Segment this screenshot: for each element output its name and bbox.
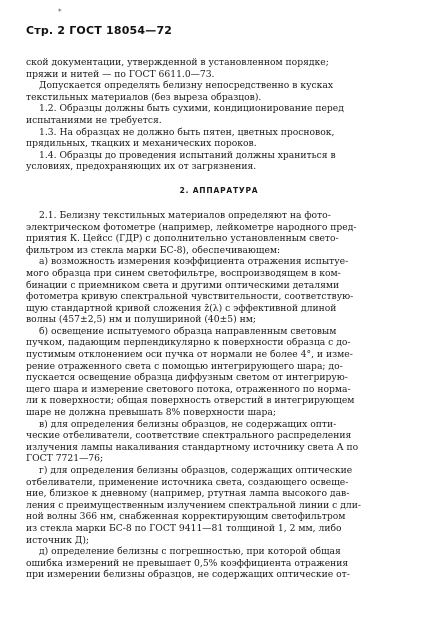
text-line: а) возможность измерения коэффициента отражения испытуе- (39, 256, 349, 268)
text-line: приятия К. Цейсс (ГДР) с дополнительно установленным свето- (26, 233, 339, 245)
text-line: в) для определения белизны образцов, не содержащих опти- (39, 418, 337, 430)
text-line: рение отраженного света с помощью интегрирующего шара; до- (26, 360, 343, 372)
text-line: фильтром из стекла марки БС-8), обеспечивающем: (26, 244, 281, 256)
text-line: излучения лампы накаливания стандартному источнику света А по (26, 441, 359, 453)
section-1-continuation (26, 57, 412, 173)
text-line: электрическом фотометре (например, лейкометре народного пред- (26, 221, 357, 233)
text-line: отбеливатели, применение источника света, создающего освеще- (26, 476, 349, 488)
text-line: ние, близкое к дневному (например, ртутная лампа высокого дав- (26, 488, 350, 500)
text-line: ной волны 366 нм, снабженная корректирующим светофильтром (26, 511, 346, 523)
text-line: фотометра кривую спектральной чувствительности, соответствую- (26, 291, 354, 303)
text-line: бинации с приемником света и другими оптическими деталями (26, 279, 340, 291)
text-line: волны (457±2,5) нм и полушириной (40±5) нм; (26, 314, 257, 326)
text-line: пускается освещение образца диффузным светом от интегрирую- (26, 372, 348, 384)
text-line: 2.1. Белизну текстильных материалов определяют на фото- (39, 209, 331, 221)
text-line: ли к поверхности; общая поверхность отверстий в интегрирующем (26, 395, 355, 407)
document-body (26, 57, 412, 581)
text-line: г) для определения белизны образцов, содержащих оптические (39, 465, 353, 476)
text-line: 1.2. Образцы должны быть сухими, кондиционирование перед (39, 103, 344, 115)
text-line: 1.4. Образцы до проведения испытаний должны храниться в (39, 149, 336, 161)
text-line: мого образца при синем светофильтре, воспроизводящем в ком- (26, 267, 341, 279)
text-line: щего шара и измерение светового потока, отраженного по норма- (26, 383, 351, 395)
text-line: пряжи и нитей — по ГОСТ 6611.0—73. (26, 68, 215, 80)
text-line: из стекла марки БС-8 по ГОСТ 9411—81 толщиной 1, 2 мм, либо (26, 522, 342, 534)
section-2-body (26, 210, 412, 581)
text-line: текстильных материалов (без выреза образцов). (26, 91, 262, 103)
text-line: ошибка измерений не превышает 0,5% коэффициента отражения (26, 557, 349, 569)
text-line: ления с преимущественным излучением спектральной линии с дли- (26, 499, 361, 511)
text-line: ГОСТ 7721—76; (26, 453, 104, 465)
text-line: 1.3. На образцах не должно быть пятен, цветных просновок, (39, 126, 335, 138)
text-line: условиях, предохраняющих их от загрязнения. (26, 161, 257, 173)
text-line: ской документации, утвержденной в установленном порядке; (26, 57, 329, 68)
header-mark: * (58, 8, 62, 16)
text-line: шаре не должна превышать 8% поверхности шара; (26, 407, 276, 419)
text-line: щую стандартной кривой сложения z̄(λ) с эффективной длиной (26, 302, 337, 314)
text-line: пучком, падающим перпендикулярно к поверхности образца с до- (26, 337, 351, 349)
text-line: б) освещение испытуемого образца направленным световым (39, 325, 337, 337)
text-line: ческие отбеливатели, соответствие спектрального распределения (26, 430, 352, 442)
page-header: Стр. 2 ГОСТ 18054—72 (26, 24, 173, 37)
text-line: пустимым отклонением оси пучка от нормали не более 4°, и изме- (26, 349, 353, 361)
text-line: д) определение белизны с погрешностью, при которой общая (39, 546, 341, 558)
text-line: источник Д); (26, 534, 90, 546)
section-title: 2. АППАРАТУРА (179, 185, 259, 195)
text-line: Допускается определять белизну непосредственно в кусках (39, 80, 334, 92)
text-line: прядильных, ткацких и механических пороков. (26, 138, 257, 150)
text-line: при измерении белизны образцов, не содержащих оптические от- (26, 569, 350, 581)
text-line: испытаниями не требуется. (26, 114, 162, 126)
